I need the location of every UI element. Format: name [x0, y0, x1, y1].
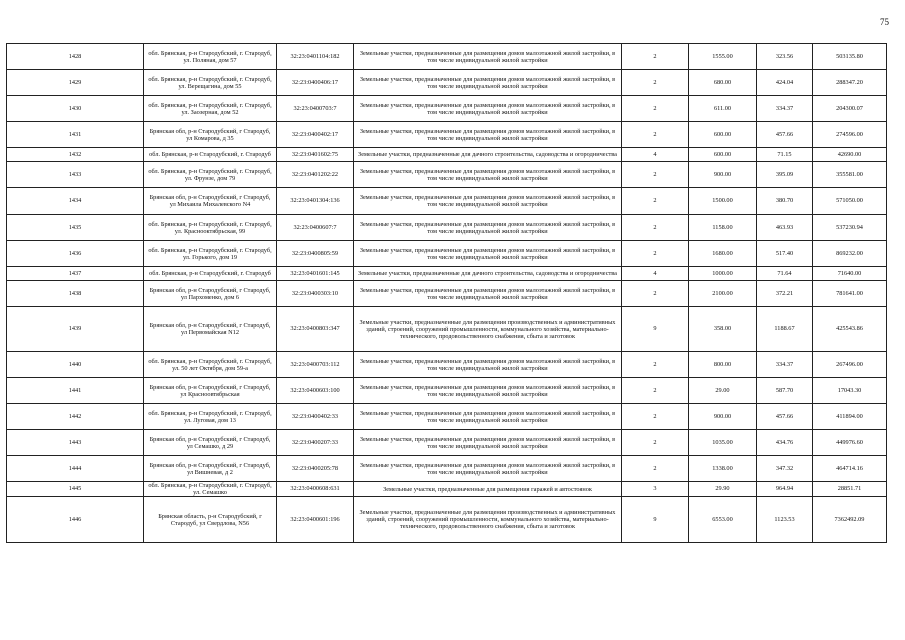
- table-row: [7, 241, 887, 267]
- specific-value-cell: 964.94: [757, 482, 813, 497]
- cadastral-number-cell: 32:23:0401602:75: [277, 148, 354, 162]
- group-cell: 2: [622, 162, 689, 188]
- area-cell: 600.00: [689, 122, 757, 148]
- address-cell: обл. Брянская, р-н Стародубский, г. Стародуб, ул. Горького, дом 19: [144, 241, 277, 267]
- specific-value-cell: 372.21: [757, 281, 813, 307]
- specific-value-cell: 517.40: [757, 241, 813, 267]
- cadastral-value-cell: 537230.94: [813, 215, 887, 241]
- group-cell: 2: [622, 281, 689, 307]
- cadastral-value-cell: 28851.71: [813, 482, 887, 497]
- row-number-cell: 1436: [7, 241, 144, 267]
- cadastral-number-cell: 32:23:0400607:7: [277, 215, 354, 241]
- cadastral-number-cell: 32:23:0400207:33: [277, 430, 354, 456]
- cadastral-value-cell: 17043.30: [813, 378, 887, 404]
- table-row: [7, 96, 887, 122]
- cadastral-number-cell: 32:23:0400805:59: [277, 241, 354, 267]
- area-cell: 1035.00: [689, 430, 757, 456]
- area-cell: 1680.00: [689, 241, 757, 267]
- address-cell: Брянская обл, р-н Стародубский, г Стародуб, ул Комарова, д 35: [144, 122, 277, 148]
- table-row: [7, 44, 887, 70]
- table-row: [7, 281, 887, 307]
- permitted-use-cell: Земельные участки, предназначенные для размещения домов малоэтажной жилой застройки, в том числе индивидуальной жилой застройки: [354, 404, 622, 430]
- row-number-cell: 1428: [7, 44, 144, 70]
- table-row: [7, 267, 887, 281]
- table-row: [7, 404, 887, 430]
- cadastral-number-cell: 32:23:0400803:347: [277, 307, 354, 352]
- group-cell: 9: [622, 497, 689, 543]
- cadastral-number-cell: 32:23:0401104:182: [277, 44, 354, 70]
- cadastral-value-cell: 464714.16: [813, 456, 887, 482]
- group-cell: 2: [622, 44, 689, 70]
- permitted-use-cell: Земельные участки, предназначенные для размещения производственных и административных зданий, строений, сооружений промышленности, коммунального хозяйства, материально-технического, продовольственного снабжения, сбыта и заготовок: [354, 307, 622, 352]
- address-cell: Брянская обл, р-н Стародубский, г Стародуб, ул Первомайская N12: [144, 307, 277, 352]
- area-cell: 900.00: [689, 162, 757, 188]
- specific-value-cell: 347.32: [757, 456, 813, 482]
- specific-value-cell: 424.04: [757, 70, 813, 96]
- row-number-cell: 1430: [7, 96, 144, 122]
- address-cell: обл. Брянская, р-н Стародубский, г. Стародуб, ул. Луговая, дом 13: [144, 404, 277, 430]
- row-number-cell: 1432: [7, 148, 144, 162]
- specific-value-cell: 463.93: [757, 215, 813, 241]
- cadastral-number-cell: 32:23:0400303:10: [277, 281, 354, 307]
- specific-value-cell: 434.76: [757, 430, 813, 456]
- row-number-cell: 1440: [7, 352, 144, 378]
- address-cell: обл. Брянская, р-н Стародубский, г. Стародуб, ул. Краснооктябрьская, 99: [144, 215, 277, 241]
- group-cell: 2: [622, 122, 689, 148]
- area-cell: 6553.00: [689, 497, 757, 543]
- group-cell: 2: [622, 96, 689, 122]
- permitted-use-cell: Земельные участки, предназначенные для размещения производственных и административных зданий, строений, сооружений промышленности, коммунального хозяйства, материально-технического, продовольственного снабжения, сбыта и заготовок: [354, 497, 622, 543]
- row-number-cell: 1443: [7, 430, 144, 456]
- table-row: [7, 70, 887, 96]
- cadastral-number-cell: 32:23:0400205:78: [277, 456, 354, 482]
- row-number-cell: 1434: [7, 188, 144, 215]
- group-cell: 2: [622, 378, 689, 404]
- specific-value-cell: 71.15: [757, 148, 813, 162]
- group-cell: 4: [622, 267, 689, 281]
- specific-value-cell: 334.37: [757, 96, 813, 122]
- table-row: [7, 482, 887, 497]
- group-cell: 3: [622, 482, 689, 497]
- address-cell: обл. Брянская, р-н Стародубский, г. Стародуб, ул. Верещагина, дом 55: [144, 70, 277, 96]
- cadastral-value-cell: 71640.00: [813, 267, 887, 281]
- row-number-cell: 1433: [7, 162, 144, 188]
- group-cell: 4: [622, 148, 689, 162]
- cadastral-number-cell: 32:23:0400603:100: [277, 378, 354, 404]
- group-cell: 2: [622, 70, 689, 96]
- group-cell: 2: [622, 241, 689, 267]
- group-cell: 2: [622, 352, 689, 378]
- row-number-cell: 1446: [7, 497, 144, 543]
- area-cell: 611.00: [689, 96, 757, 122]
- cadastral-value-cell: 274596.00: [813, 122, 887, 148]
- row-number-cell: 1439: [7, 307, 144, 352]
- page-number: 75: [880, 17, 889, 27]
- cadastral-number-cell: 32:23:0401601:145: [277, 267, 354, 281]
- cadastral-number-cell: 32:23:0400703:7: [277, 96, 354, 122]
- permitted-use-cell: Земельные участки, предназначенные для размещения домов малоэтажной жилой застройки, в том числе индивидуальной жилой застройки: [354, 430, 622, 456]
- row-number-cell: 1441: [7, 378, 144, 404]
- cadastral-number-cell: 32:23:0400601:196: [277, 497, 354, 543]
- address-cell: Брянская обл, р-н Стародубский, г Стародуб, ул Михаила Михалевского N4: [144, 188, 277, 215]
- table-row: [7, 188, 887, 215]
- cadastral-value-cell: 571050.00: [813, 188, 887, 215]
- address-cell: Брянская обл, р-н Стародубский, г Стародуб, ул Семашко, д 29: [144, 430, 277, 456]
- address-cell: обл. Брянская, р-н Стародубский, г. Стародуб, ул. Семашко: [144, 482, 277, 497]
- table-row: [7, 352, 887, 378]
- cadastral-value-cell: 425543.86: [813, 307, 887, 352]
- area-cell: 680.00: [689, 70, 757, 96]
- cadastral-number-cell: 32:23:0400703:112: [277, 352, 354, 378]
- table-row: [7, 430, 887, 456]
- row-number-cell: 1444: [7, 456, 144, 482]
- area-cell: 1158.00: [689, 215, 757, 241]
- permitted-use-cell: Земельные участки, предназначенные для размещения домов малоэтажной жилой застройки, в том числе индивидуальной жилой застройки: [354, 241, 622, 267]
- cadastral-value-cell: 42690.00: [813, 148, 887, 162]
- area-cell: 358.00: [689, 307, 757, 352]
- specific-value-cell: 334.37: [757, 352, 813, 378]
- cadastral-number-cell: 32:23:0400406:17: [277, 70, 354, 96]
- group-cell: 2: [622, 404, 689, 430]
- table-row: [7, 497, 887, 543]
- cadastral-value-cell: 204300.07: [813, 96, 887, 122]
- cadastral-value-cell: 267496.00: [813, 352, 887, 378]
- specific-value-cell: 395.09: [757, 162, 813, 188]
- area-cell: 900.00: [689, 404, 757, 430]
- permitted-use-cell: Земельные участки, предназначенные для дачного строительства, садоводства и огородничества: [354, 148, 622, 162]
- cadastral-value-cell: 288347.20: [813, 70, 887, 96]
- group-cell: 2: [622, 456, 689, 482]
- row-number-cell: 1435: [7, 215, 144, 241]
- cadastral-number-cell: 32:23:0401304:136: [277, 188, 354, 215]
- cadastral-number-cell: 32:23:0401202:22: [277, 162, 354, 188]
- cadastral-value-cell: 781641.00: [813, 281, 887, 307]
- row-number-cell: 1442: [7, 404, 144, 430]
- cadastral-value-cell: 411894.00: [813, 404, 887, 430]
- group-cell: 2: [622, 215, 689, 241]
- specific-value-cell: 71.64: [757, 267, 813, 281]
- cadastral-number-cell: 32:23:0400402:17: [277, 122, 354, 148]
- permitted-use-cell: Земельные участки, предназначенные для дачного строительства, садоводства и огородничества: [354, 267, 622, 281]
- row-number-cell: 1429: [7, 70, 144, 96]
- area-cell: 2100.00: [689, 281, 757, 307]
- address-cell: обл. Брянская, р-н Стародубский, г. Стародуб: [144, 148, 277, 162]
- table-row: [7, 122, 887, 148]
- area-cell: 29.00: [689, 378, 757, 404]
- address-cell: обл. Брянская, р-н Стародубский, г. Стародуб, ул. Фрунзе, дом 79: [144, 162, 277, 188]
- area-cell: 29.90: [689, 482, 757, 497]
- specific-value-cell: 1123.53: [757, 497, 813, 543]
- address-cell: Брянская обл, р-н Стародубский, г Стародуб, ул Вишневая, д 2: [144, 456, 277, 482]
- permitted-use-cell: Земельные участки, предназначенные для размещения домов малоэтажной жилой застройки, в том числе индивидуальной жилой застройки: [354, 215, 622, 241]
- table-row: [7, 456, 887, 482]
- table-row: [7, 307, 887, 352]
- area-cell: 1338.00: [689, 456, 757, 482]
- table-row: [7, 148, 887, 162]
- address-cell: обл. Брянская, р-н Стародубский, г. Стародуб, ул. 50 лет Октября, дом 59-а: [144, 352, 277, 378]
- cadastral-value-cell: 449976.60: [813, 430, 887, 456]
- address-cell: Брянская обл, р-н Стародубский, г Стародуб, ул Красноовтябрьская: [144, 378, 277, 404]
- cadastral-number-cell: 32:23:0400402:33: [277, 404, 354, 430]
- specific-value-cell: 587.70: [757, 378, 813, 404]
- cadastral-number-cell: 32:23:0400608:631: [277, 482, 354, 497]
- row-number-cell: 1445: [7, 482, 144, 497]
- row-number-cell: 1437: [7, 267, 144, 281]
- permitted-use-cell: Земельные участки, предназначенные для размещения домов малоэтажной жилой застройки, в том числе индивидуальной жилой застройки: [354, 456, 622, 482]
- table-row: [7, 162, 887, 188]
- address-cell: обл. Брянская, р-н Стародубский, г. Стародуб, ул. Поляная, дом 57: [144, 44, 277, 70]
- table-body: [7, 44, 887, 543]
- specific-value-cell: 457.66: [757, 404, 813, 430]
- land-valuation-table: [6, 43, 887, 543]
- address-cell: обл. Брянская, р-н Стародубский, г. Стародуб: [144, 267, 277, 281]
- permitted-use-cell: Земельные участки, предназначенные для размещения домов малоэтажной жилой застройки, в том числе индивидуальной жилой застройки: [354, 378, 622, 404]
- permitted-use-cell: Земельные участки, предназначенные для размещения домов малоэтажной жилой застройки, в том числе индивидуальной жилой застройки: [354, 122, 622, 148]
- area-cell: 800.00: [689, 352, 757, 378]
- permitted-use-cell: Земельные участки, предназначенные для размещения гаражей и автостоянок: [354, 482, 622, 497]
- area-cell: 1500.00: [689, 188, 757, 215]
- specific-value-cell: 1188.67: [757, 307, 813, 352]
- permitted-use-cell: Земельные участки, предназначенные для размещения домов малоэтажной жилой застройки, в том числе индивидуальной жилой застройки: [354, 281, 622, 307]
- cadastral-value-cell: 355581.00: [813, 162, 887, 188]
- cadastral-value-cell: 869232.00: [813, 241, 887, 267]
- area-cell: 600.00: [689, 148, 757, 162]
- permitted-use-cell: Земельные участки, предназначенные для размещения домов малоэтажной жилой застройки, в том числе индивидуальной жилой застройки: [354, 44, 622, 70]
- specific-value-cell: 457.66: [757, 122, 813, 148]
- cadastral-value-cell: 503135.80: [813, 44, 887, 70]
- cadastral-value-cell: 7362492.09: [813, 497, 887, 543]
- permitted-use-cell: Земельные участки, предназначенные для размещения домов малоэтажной жилой застройки, в том числе индивидуальной жилой застройки: [354, 352, 622, 378]
- row-number-cell: 1438: [7, 281, 144, 307]
- row-number-cell: 1431: [7, 122, 144, 148]
- address-cell: Брянская обл, р-н Стародубский, г Стародуб, ул Пархоменко, дом 6: [144, 281, 277, 307]
- permitted-use-cell: Земельные участки, предназначенные для размещения домов малоэтажной жилой застройки, в том числе индивидуальной жилой застройки: [354, 162, 622, 188]
- permitted-use-cell: Земельные участки, предназначенные для размещения домов малоэтажной жилой застройки, в том числе индивидуальной жилой застройки: [354, 70, 622, 96]
- group-cell: 2: [622, 188, 689, 215]
- permitted-use-cell: Земельные участки, предназначенные для размещения домов малоэтажной жилой застройки, в том числе индивидуальной жилой застройки: [354, 188, 622, 215]
- group-cell: 2: [622, 430, 689, 456]
- address-cell: обл. Брянская, р-н Стародубский, г. Стародуб, ул. Заозерная, дом 52: [144, 96, 277, 122]
- area-cell: 1000.00: [689, 267, 757, 281]
- specific-value-cell: 380.70: [757, 188, 813, 215]
- group-cell: 9: [622, 307, 689, 352]
- table-row: [7, 378, 887, 404]
- address-cell: Брянская область, р-н Стародубский, г Стародуб, ул Свердлова, N56: [144, 497, 277, 543]
- permitted-use-cell: Земельные участки, предназначенные для размещения домов малоэтажной жилой застройки, в том числе индивидуальной жилой застройки: [354, 96, 622, 122]
- table-row: [7, 215, 887, 241]
- specific-value-cell: 323.56: [757, 44, 813, 70]
- area-cell: 1555.00: [689, 44, 757, 70]
